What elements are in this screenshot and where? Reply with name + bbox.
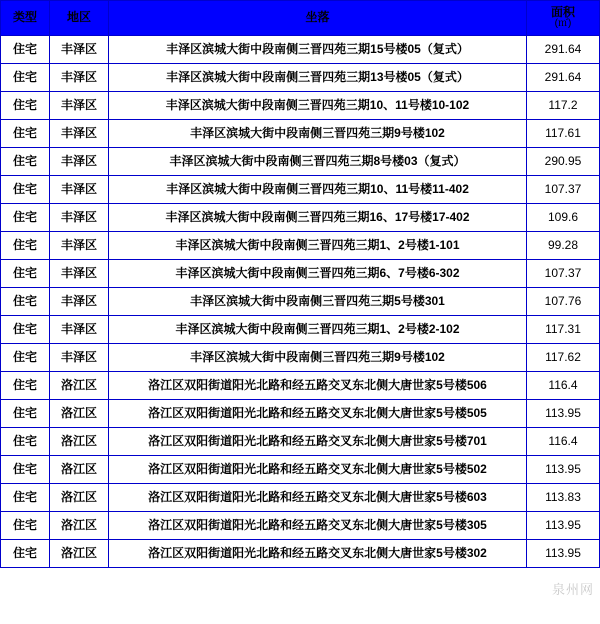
cell-size: 99.28 [527, 232, 600, 260]
cell-location: 丰泽区滨城大街中段南侧三晋四苑三期15号楼05（复式） [109, 36, 527, 64]
table-row[interactable] [1, 64, 600, 92]
cell-type: 住宅 [1, 64, 50, 92]
table-row[interactable] [1, 344, 600, 372]
table-row[interactable] [1, 148, 600, 176]
table-row[interactable] [1, 92, 600, 120]
column-header-location[interactable]: 坐落 [109, 1, 527, 36]
cell-location: 洛江区双阳街道阳光北路和经五路交叉东北侧大唐世家5号楼502 [109, 456, 527, 484]
column-header-size-unit: (㎡) [554, 18, 572, 30]
cell-type: 住宅 [1, 372, 50, 400]
cell-location: 丰泽区滨城大街中段南侧三晋四苑三期1、2号楼1-101 [109, 232, 527, 260]
cell-district: 洛江区 [50, 372, 109, 400]
cell-type: 住宅 [1, 344, 50, 372]
table-row[interactable] [1, 316, 600, 344]
cell-type: 住宅 [1, 92, 50, 120]
cell-type: 住宅 [1, 428, 50, 456]
cell-district: 洛江区 [50, 400, 109, 428]
cell-type: 住宅 [1, 288, 50, 316]
cell-district: 洛江区 [50, 456, 109, 484]
table-row[interactable] [1, 36, 600, 64]
table-row[interactable] [1, 372, 600, 400]
table-row[interactable] [1, 288, 600, 316]
cell-size: 113.95 [527, 512, 600, 540]
cell-size: 107.37 [527, 260, 600, 288]
cell-size: 113.95 [527, 540, 600, 568]
cell-type: 住宅 [1, 36, 50, 64]
cell-location: 丰泽区滨城大街中段南侧三晋四苑三期10、11号楼10-102 [109, 92, 527, 120]
column-header-size[interactable] [527, 1, 600, 36]
cell-location: 丰泽区滨城大街中段南侧三晋四苑三期5号楼301 [109, 288, 527, 316]
cell-location: 丰泽区滨城大街中段南侧三晋四苑三期1、2号楼2-102 [109, 316, 527, 344]
cell-district: 丰泽区 [50, 204, 109, 232]
cell-location: 丰泽区滨城大街中段南侧三晋四苑三期10、11号楼11-402 [109, 176, 527, 204]
table-row[interactable] [1, 176, 600, 204]
cell-size: 290.95 [527, 148, 600, 176]
cell-location: 洛江区双阳街道阳光北路和经五路交叉东北侧大唐世家5号楼302 [109, 540, 527, 568]
cell-type: 住宅 [1, 120, 50, 148]
cell-type: 住宅 [1, 484, 50, 512]
column-header-district[interactable]: 地区 [50, 1, 109, 36]
cell-type: 住宅 [1, 456, 50, 484]
cell-location: 丰泽区滨城大街中段南侧三晋四苑三期6、7号楼6-302 [109, 260, 527, 288]
cell-district: 洛江区 [50, 540, 109, 568]
cell-type: 住宅 [1, 540, 50, 568]
cell-size: 116.4 [527, 428, 600, 456]
table-row[interactable] [1, 260, 600, 288]
cell-size: 117.62 [527, 344, 600, 372]
cell-location: 丰泽区滨城大街中段南侧三晋四苑三期13号楼05（复式） [109, 64, 527, 92]
cell-size: 113.83 [527, 484, 600, 512]
cell-district: 丰泽区 [50, 344, 109, 372]
cell-location: 洛江区双阳街道阳光北路和经五路交叉东北侧大唐世家5号楼305 [109, 512, 527, 540]
cell-location: 丰泽区滨城大街中段南侧三晋四苑三期9号楼102 [109, 344, 527, 372]
cell-size: 113.95 [527, 456, 600, 484]
cell-location: 丰泽区滨城大街中段南侧三晋四苑三期16、17号楼17-402 [109, 204, 527, 232]
cell-district: 洛江区 [50, 512, 109, 540]
cell-district: 丰泽区 [50, 36, 109, 64]
cell-size: 109.6 [527, 204, 600, 232]
cell-location: 洛江区双阳街道阳光北路和经五路交叉东北侧大唐世家5号楼506 [109, 372, 527, 400]
table-row[interactable] [1, 232, 600, 260]
table-body [1, 36, 600, 568]
cell-size: 116.4 [527, 372, 600, 400]
cell-size: 107.37 [527, 176, 600, 204]
cell-type: 住宅 [1, 148, 50, 176]
table-row[interactable] [1, 120, 600, 148]
table-row[interactable] [1, 204, 600, 232]
cell-district: 洛江区 [50, 484, 109, 512]
cell-district: 丰泽区 [50, 232, 109, 260]
cell-location: 丰泽区滨城大街中段南侧三晋四苑三期8号楼03（复式） [109, 148, 527, 176]
cell-district: 丰泽区 [50, 148, 109, 176]
cell-location: 洛江区双阳街道阳光北路和经五路交叉东北侧大唐世家5号楼505 [109, 400, 527, 428]
cell-type: 住宅 [1, 316, 50, 344]
cell-location: 洛江区双阳街道阳光北路和经五路交叉东北侧大唐世家5号楼603 [109, 484, 527, 512]
cell-district: 丰泽区 [50, 120, 109, 148]
table-row[interactable] [1, 540, 600, 568]
table-row[interactable] [1, 400, 600, 428]
cell-location: 洛江区双阳街道阳光北路和经五路交叉东北侧大唐世家5号楼701 [109, 428, 527, 456]
cell-type: 住宅 [1, 260, 50, 288]
cell-size: 117.2 [527, 92, 600, 120]
cell-district: 丰泽区 [50, 288, 109, 316]
cell-type: 住宅 [1, 204, 50, 232]
cell-type: 住宅 [1, 176, 50, 204]
cell-size: 113.95 [527, 400, 600, 428]
table-row[interactable] [1, 456, 600, 484]
cell-district: 丰泽区 [50, 316, 109, 344]
column-header-type[interactable]: 类型 [1, 1, 50, 36]
cell-district: 洛江区 [50, 428, 109, 456]
cell-type: 住宅 [1, 232, 50, 260]
cell-district: 丰泽区 [50, 92, 109, 120]
column-header-size-label: 面积 [550, 5, 575, 20]
cell-size: 117.61 [527, 120, 600, 148]
cell-size: 117.31 [527, 316, 600, 344]
cell-location: 丰泽区滨城大街中段南侧三晋四苑三期9号楼102 [109, 120, 527, 148]
cell-size: 291.64 [527, 36, 600, 64]
cell-type: 住宅 [1, 512, 50, 540]
cell-district: 丰泽区 [50, 64, 109, 92]
cell-district: 丰泽区 [50, 260, 109, 288]
table-row[interactable] [1, 428, 600, 456]
table-row[interactable] [1, 484, 600, 512]
header-row [1, 1, 600, 36]
cell-district: 丰泽区 [50, 176, 109, 204]
cell-type: 住宅 [1, 400, 50, 428]
cell-size: 291.64 [527, 64, 600, 92]
table-header [1, 1, 600, 36]
cell-size: 107.76 [527, 288, 600, 316]
watermark-text: 泉州网 [551, 582, 594, 597]
table-row[interactable] [1, 512, 600, 540]
